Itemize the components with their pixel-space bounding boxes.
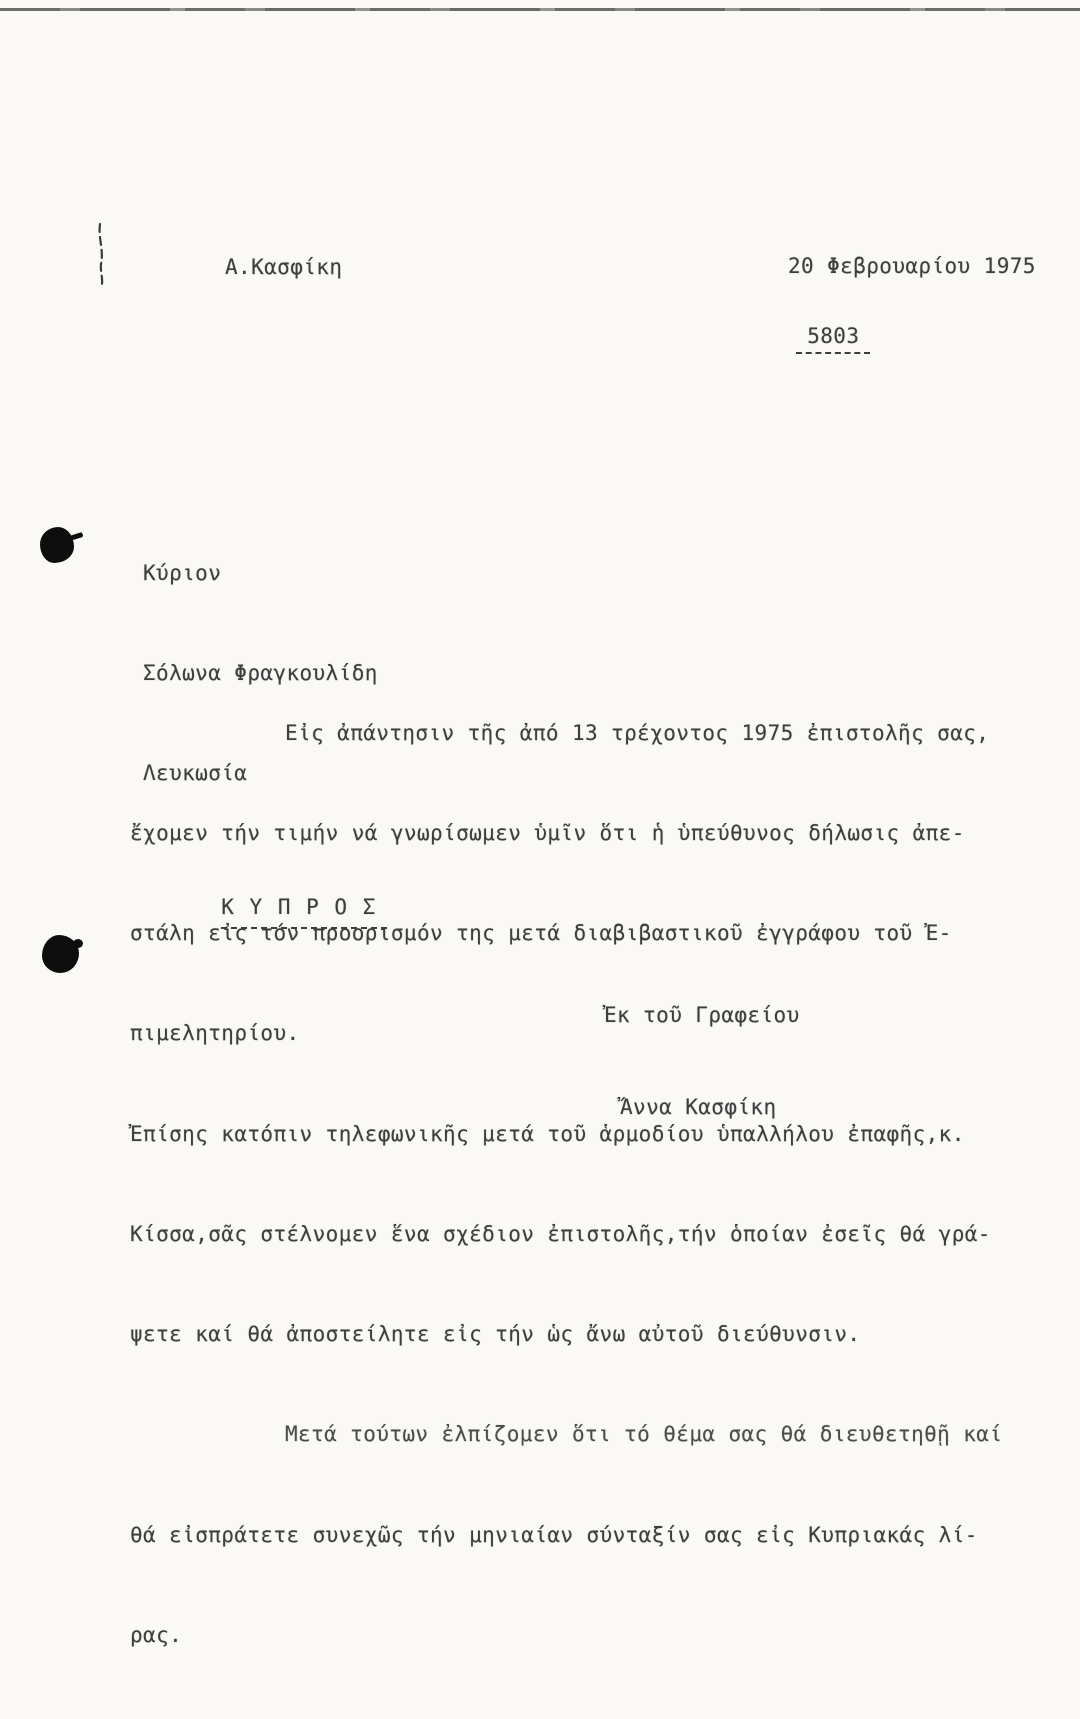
signature-name: Ἄννα Κασφίκη [620,1095,777,1119]
reference-number-value: 5803 [796,324,870,354]
body-line: ἔχομεν τήν τιμήν νά γνωρίσωμεν ὑμῖν ὅτι ἡ ὑπεύθυνος δήλωσις ἀπε- [130,821,965,846]
recipient-country-value: Κ Υ Π Ρ Ο Σ [221,891,387,929]
recipient-salutation: Κύριον [143,560,222,585]
body-line: Μετά τούτων ἐλπίζομεν ὅτι τό θέμα σας θά διευθετηθῇ καί [285,1422,1003,1447]
scan-edge-line [0,8,1080,11]
body-line: πιμελητηρίου. [130,1021,300,1046]
recipient-name: Σόλωνα Φραγκουλίδη [143,661,378,686]
pen-mark [90,220,114,292]
recipient-city: Λευκωσία [143,761,248,786]
body-line: Εἰς ἀπάντησιν τῆς ἀπό 13 τρέχοντος 1975 ἐπιστολῆς σας, [285,720,990,745]
body-line: ρας. [130,1622,183,1647]
letter-body [130,650,1040,1719]
body-line: Ἐπίσης κατόπιν τηλεφωνικῆς μετά τοῦ ἁρμοδίου ὑπαλλήλου ἐπαφῆς,κ. [130,1121,965,1146]
body-line: στάλη εἰς τόν προορισμόν της μετά διαβιβαστικοῦ ἐγγράφου τοῦ Ἐ- [130,921,952,946]
ink-blot-top [40,527,74,563]
reference-number [744,300,870,378]
letter-date: 20 Φεβρουαρίου 1975 [788,254,1036,278]
body-line: ψετε καί θά ἀποστείλητε εἰς τήν ὡς ἄνω αὐτοῦ διεύθυνσιν. [130,1322,861,1347]
ink-blot-bottom [42,935,79,973]
sender-name: Α.Κασφίκη [225,255,343,279]
sign-off: Ἐκ τοῦ Γραφείου [604,1003,800,1027]
body-line: Κίσσα,σᾶς στέλνομεν ἕνα σχέδιον ἐπιστολῆς,τήν ὁποίαν ἐσεῖς θά γρά- [130,1221,991,1246]
body-line: θά εἰσπράτετε συνεχῶς τήν μηνιαίαν σύνταξίν σας εἰς Κυπριακάς λί- [130,1522,978,1547]
